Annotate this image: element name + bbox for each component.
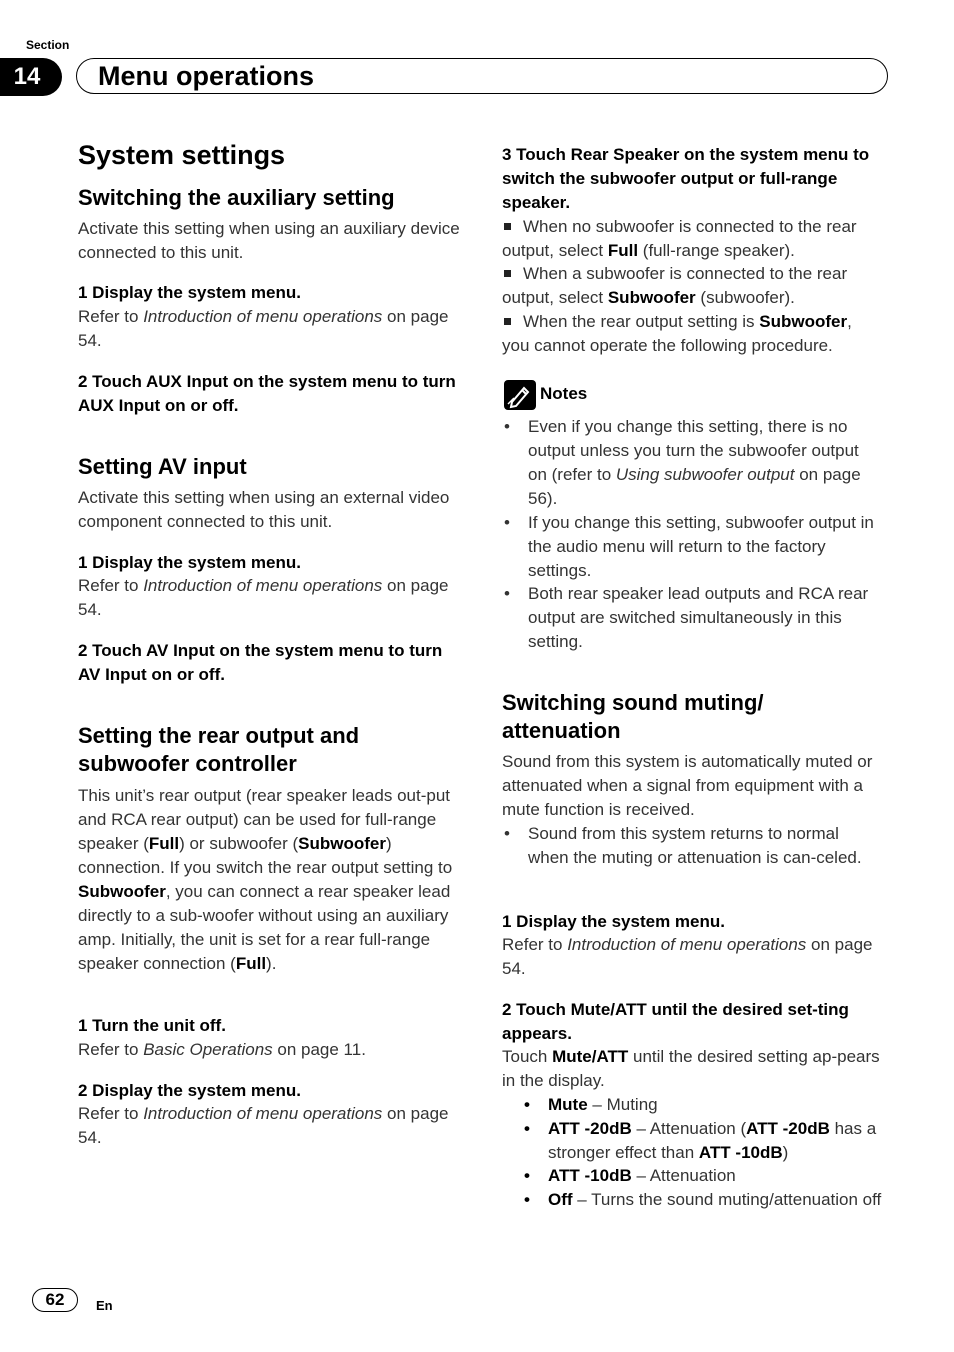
rear-step-1: 1 Turn the unit off. [78, 1016, 226, 1035]
av-intro: Activate this setting when using an external video component connected to this unit. [78, 488, 450, 531]
link-basic-operations[interactable]: Basic Operations [143, 1040, 273, 1059]
av-step-2: 2 Touch AV Input on the system menu to turn AV Input on or off. [78, 641, 443, 684]
heading-av-input: Setting AV input [78, 454, 247, 479]
av-step-1-ref: Refer to Introduction of menu operations on page 54. [78, 576, 449, 619]
rear-step-2-ref: Refer to Introduction of menu operations on page 54. [78, 1104, 449, 1147]
notes-label: Notes [540, 384, 588, 403]
square-bullet-icon [504, 223, 511, 230]
heading-mute: Switching sound muting/ attenuation [502, 690, 764, 743]
rear-step-3: 3 Touch Rear Speaker on the system menu to switch the subwoofer output or full-range speaker. [502, 145, 870, 212]
option-off: • Off – Turns the sound muting/attenuation off [524, 1190, 882, 1209]
pencil-notes-icon [504, 380, 536, 410]
note-item: • If you change this setting, subwoofer output in the audio menu will return to the factory settings. [504, 513, 874, 580]
heading-aux: Switching the auxiliary setting [78, 185, 395, 210]
square-bullet-icon [504, 270, 511, 277]
aux-intro: Activate this setting when using an auxiliary device connected to this unit. [78, 219, 460, 262]
aux-step-2: 2 Touch AUX Input on the system menu to turn AUX Input on or off. [78, 372, 456, 415]
rear-step-1-ref: Refer to Basic Operations on page 11. [78, 1040, 366, 1059]
rear-step-2: 2 Display the system menu. [78, 1081, 301, 1100]
av-step-1: 1 Display the system menu. [78, 553, 301, 572]
mute-step-2-body: Touch Mute/ATT until the desired setting ap-pears in the display. [502, 1047, 880, 1090]
mute-step-1: 1 Display the system menu. [502, 912, 725, 931]
mute-intro: Sound from this system is automatically muted or attenuated when a signal from equipment with a mute function is received. [502, 752, 873, 819]
option-att-10db: • ATT -10dB – Attenuation [524, 1166, 736, 1185]
rear-intro: This unit’s rear output (rear speaker leads out-put and RCA rear output) can be used for full-range speaker (Full) or subwoofer (Subwoofer) connection. If you switch the rear output setting to Subwoofer, you can connect a rear speaker lead directly to a sub-woofer without using an auxiliary amp. Initially, the unit is set for a rear full-range speaker connection (Full). [78, 786, 453, 973]
section-label: Section [26, 38, 70, 52]
page-number: 62 [32, 1288, 78, 1312]
link-intro-menu-operations[interactable]: Introduction of menu operations [567, 935, 807, 954]
square-bullet-icon [504, 318, 511, 325]
aux-step-1-ref: Refer to Introduction of menu operations on page 54. [78, 307, 449, 350]
heading-rear-output: Setting the rear output and subwoofer controller [78, 723, 360, 776]
language-label: En [96, 1298, 113, 1313]
aux-step-1: 1 Display the system menu. [78, 283, 301, 302]
link-intro-menu-operations[interactable]: Introduction of menu operations [143, 576, 383, 595]
note-item: • Both rear speaker lead outputs and RCA rear output are switched simultaneously in this setting. [504, 584, 869, 651]
section-number-badge: 14 [0, 58, 62, 96]
option-att-20db: • ATT -20dB – Attenuation (ATT -20dB has a stronger effect than ATT -10dB) [524, 1119, 877, 1162]
page-title: System settings [78, 140, 286, 170]
link-intro-menu-operations[interactable]: Introduction of menu operations [143, 307, 383, 326]
mute-step-1-ref: Refer to Introduction of menu operations on page 54. [502, 935, 873, 978]
rear-option-warning: When the rear output setting is Subwoofer, you cannot operate the following procedure. [502, 312, 852, 355]
link-using-subwoofer-output[interactable]: Using subwoofer output [615, 465, 795, 484]
option-mute: • Mute – Muting [524, 1095, 658, 1114]
mute-step-2: 2 Touch Mute/ATT until the desired set-ting appears. [502, 1000, 849, 1043]
note-item: • Even if you change this setting, there is no output unless you turn the subwoofer output on (refer to Using subwoofer output on page 56). [504, 417, 861, 508]
section-title: Menu operations [98, 61, 315, 91]
rear-option-subwoofer: When a subwoofer is connected to the rear output, select Subwoofer (subwoofer). [502, 264, 848, 307]
link-intro-menu-operations[interactable]: Introduction of menu operations [143, 1104, 383, 1123]
rear-option-full: When no subwoofer is connected to the rear output, select Full (full-range speaker). [502, 217, 857, 260]
mute-intro-bullet: • Sound from this system returns to normal when the muting or attenuation is can-celed. [504, 824, 862, 867]
